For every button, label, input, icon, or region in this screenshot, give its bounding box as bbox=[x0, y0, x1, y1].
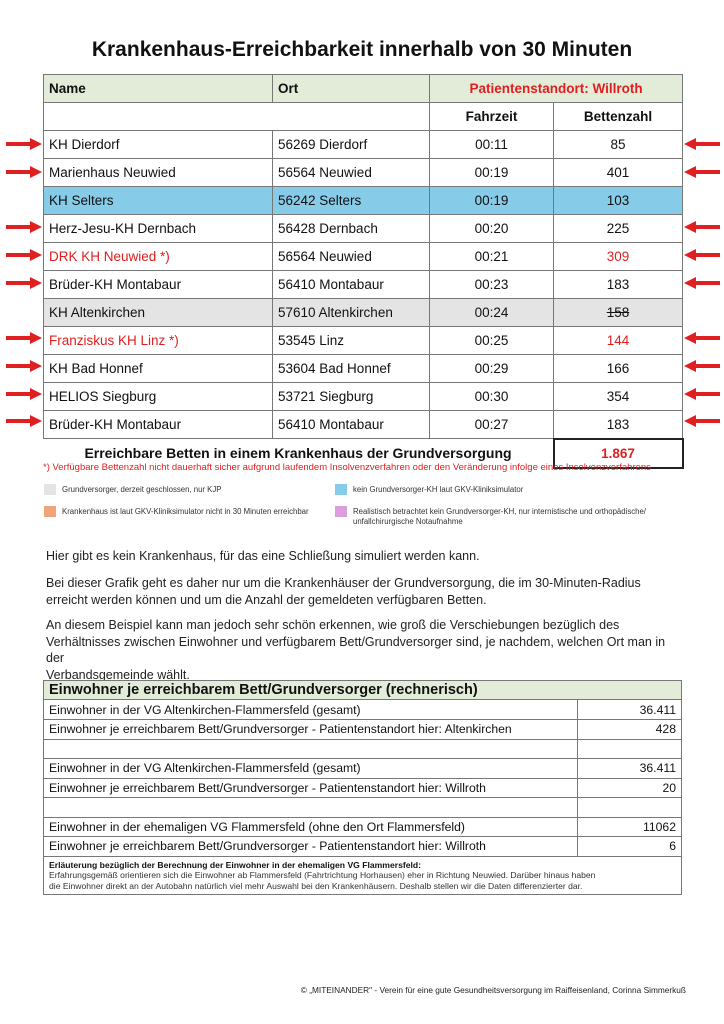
table-row bbox=[44, 837, 681, 857]
copyright: © „MITEINANDER" - Verein für eine gute Gesundheitsversorgung im Raiffeisenland, Corinna Simmerkuß bbox=[300, 985, 686, 995]
row-label: Einwohner je erreichbarem Bett/Grundversorger - Patientenstandort hier: Willroth bbox=[44, 778, 577, 798]
bed-count: 225 bbox=[554, 215, 683, 243]
table-row bbox=[44, 700, 681, 720]
paragraph-2: Bei dieser Grafik geht es daher nur um die Krankenhäuser der Grundversorgung, die im 30-Minuten-Radius erreicht werden können und um die Anzahl der gemeldeten verfügbaren Betten. bbox=[46, 576, 641, 607]
drive-time: 00:25 bbox=[430, 327, 554, 355]
row-value: 36.411 bbox=[577, 700, 681, 720]
table-row bbox=[44, 327, 683, 355]
bed-count-struck: 158 bbox=[606, 305, 630, 320]
row-label: Einwohner in der ehemaligen VG Flammersfeld (ohne den Ort Flammersfeld) bbox=[44, 817, 577, 837]
legend-swatch-pink bbox=[335, 506, 347, 517]
table-row bbox=[44, 271, 683, 299]
arrow-right-icon bbox=[6, 137, 42, 151]
drive-time: 00:19 bbox=[430, 159, 554, 187]
hospital-name: HELIOS Siegburg bbox=[44, 383, 273, 411]
legend-item-blue bbox=[335, 484, 685, 498]
hospital-name: KH Bad Honnef bbox=[44, 355, 273, 383]
arrow-left-icon bbox=[684, 331, 720, 345]
legend-swatch-orange bbox=[44, 506, 56, 517]
bed-count: 85 bbox=[554, 131, 683, 159]
drive-time: 00:24 bbox=[430, 299, 554, 327]
table-row bbox=[44, 243, 683, 271]
arrow-left-icon bbox=[684, 248, 720, 262]
hospital-name: KH Altenkirchen bbox=[44, 299, 273, 327]
row-value: 11062 bbox=[577, 817, 681, 837]
total-label: Erreichbare Betten in einem Krankenhaus der Grundversorgung bbox=[44, 439, 554, 468]
hospital-ort: 56242 Selters bbox=[273, 187, 430, 215]
col-header-fahrzeit: Fahrzeit bbox=[430, 103, 554, 131]
row-value: 428 bbox=[577, 720, 681, 740]
hospital-name: KH Selters bbox=[44, 187, 273, 215]
patient-location-header: Patientenstandort: Willroth bbox=[430, 75, 683, 103]
row-value: 20 bbox=[577, 778, 681, 798]
col-header-name: Name bbox=[44, 75, 273, 103]
hospital-name: Herz-Jesu-KH Dernbach bbox=[44, 215, 273, 243]
table-row bbox=[44, 383, 683, 411]
table-row bbox=[44, 411, 683, 439]
row-label: Einwohner je erreichbarem Bett/Grundversorger - Patientenstandort hier: Willroth bbox=[44, 837, 577, 857]
hospital-ort: 56410 Montabaur bbox=[273, 271, 430, 299]
arrow-left-icon bbox=[684, 359, 720, 373]
legend-swatch-gray bbox=[44, 484, 56, 495]
table-row bbox=[44, 131, 683, 159]
arrow-right-icon bbox=[6, 331, 42, 345]
table-row bbox=[44, 355, 683, 383]
bed-count: 166 bbox=[554, 355, 683, 383]
page-title: Krankenhaus-Erreichbarkeit innerhalb von 30 Minuten bbox=[91, 38, 633, 61]
hospital-ort: 56428 Dernbach bbox=[273, 215, 430, 243]
einwohner-header: Einwohner je erreichbarem Bett/Grundversorger (rechnerisch) bbox=[44, 681, 681, 700]
arrow-right-icon bbox=[6, 165, 42, 179]
arrow-left-icon bbox=[684, 165, 720, 179]
paragraph-1: Hier gibt es kein Krankenhaus, für das eine Schließung simuliert werden kann. bbox=[46, 549, 480, 563]
hospital-name: KH Dierdorf bbox=[44, 131, 273, 159]
table-row bbox=[44, 720, 681, 740]
arrow-left-icon bbox=[684, 137, 720, 151]
hospital-ort: 56564 Neuwied bbox=[273, 159, 430, 187]
drive-time: 00:11 bbox=[430, 131, 554, 159]
arrow-left-icon bbox=[684, 220, 720, 234]
hospital-name: Franziskus KH Linz *) bbox=[44, 327, 273, 355]
table-row bbox=[44, 215, 683, 243]
table-row bbox=[44, 187, 683, 215]
bed-count: 309 bbox=[554, 243, 683, 271]
legend-item-gray bbox=[44, 484, 334, 498]
paragraph-3: An diesem Beispiel kann man jedoch sehr schön erkennen, wie groß die Verschiebungen bezüglich des Verhältnisses zwischen Einwohner und verfügbarem Bett/Grundversorger sind, je nachdem, welchen Ort man in der Verbandsgemeinde wählt. bbox=[46, 618, 666, 682]
drive-time: 00:20 bbox=[430, 215, 554, 243]
table-row bbox=[44, 299, 683, 327]
col-header-ort: Ort bbox=[273, 75, 430, 103]
hospital-ort: 56410 Montabaur bbox=[273, 411, 430, 439]
hospital-name: DRK KH Neuwied *) bbox=[44, 243, 273, 271]
drive-time: 00:21 bbox=[430, 243, 554, 271]
hospital-ort: 57610 Altenkirchen bbox=[273, 299, 430, 327]
drive-time: 00:23 bbox=[430, 271, 554, 299]
table-row bbox=[44, 759, 681, 779]
arrow-right-icon bbox=[6, 414, 42, 428]
hospital-ort: 53604 Bad Honnef bbox=[273, 355, 430, 383]
bed-count: 354 bbox=[554, 383, 683, 411]
legend-swatch-blue bbox=[335, 484, 347, 495]
hospital-table bbox=[43, 74, 684, 469]
arrow-left-icon bbox=[684, 276, 720, 290]
bed-count: 103 bbox=[554, 187, 683, 215]
spacer-row bbox=[44, 798, 681, 818]
table-row bbox=[44, 159, 683, 187]
legend-item-pink bbox=[335, 506, 685, 530]
drive-time: 00:29 bbox=[430, 355, 554, 383]
bed-count: 401 bbox=[554, 159, 683, 187]
explanation: Erläuterung bezüglich der Berechnung der Einwohner in der ehemaligen VG Flammersfeld: Erfahrungsgemäß orientieren sich die Einwohner ab Flammersfeld (Fahrtrichtung Horhausen) eher in Richtung Neuwied. Darüber hinaus haben die Einwohner direkt an der Autobahn natürlich viel mehr Auswahl bei den Krankenhäusern. Deshalb stellen wir die Daten differenzierter dar. bbox=[49, 859, 596, 891]
einwohner-table bbox=[43, 680, 682, 895]
table-row bbox=[44, 817, 681, 837]
footnote: *) Verfügbare Bettenzahl nicht dauerhaft sicher aufgrund laufendem Insolvenzverfahren oder den Veränderung infolge eines Insolvenzverfahrens bbox=[43, 462, 651, 473]
drive-time: 00:30 bbox=[430, 383, 554, 411]
row-label: Einwohner in der VG Altenkirchen-Flammersfeld (gesamt) bbox=[44, 759, 577, 779]
arrow-right-icon bbox=[6, 248, 42, 262]
hospital-name: Brüder-KH Montabaur bbox=[44, 271, 273, 299]
total-value: 1.867 bbox=[554, 439, 683, 468]
table-row bbox=[44, 778, 681, 798]
arrow-right-icon bbox=[6, 387, 42, 401]
hospital-ort: 56564 Neuwied bbox=[273, 243, 430, 271]
hospital-ort: 53721 Siegburg bbox=[273, 383, 430, 411]
legend-label: unfallchirurgische Notaufnahme bbox=[353, 517, 463, 526]
hospital-ort: 56269 Dierdorf bbox=[273, 131, 430, 159]
arrow-right-icon bbox=[6, 276, 42, 290]
legend-label: Krankenhaus ist laut GKV-Kliniksimulator nicht in 30 Minuten erreichbar bbox=[62, 507, 309, 516]
row-label: Einwohner in der VG Altenkirchen-Flammersfeld (gesamt) bbox=[44, 700, 577, 720]
hospital-name: Brüder-KH Montabaur bbox=[44, 411, 273, 439]
bed-count: 183 bbox=[554, 271, 683, 299]
col-header-betten: Bettenzahl bbox=[554, 103, 683, 131]
arrow-left-icon bbox=[684, 414, 720, 428]
drive-time: 00:27 bbox=[430, 411, 554, 439]
drive-time: 00:19 bbox=[430, 187, 554, 215]
bed-count: 183 bbox=[554, 411, 683, 439]
legend-label: kein Grundversorger-KH laut GKV-Kliniksimulator bbox=[353, 485, 524, 494]
explanation-title: Erläuterung bezüglich der Berechnung der Einwohner in der ehemaligen VG Flammersfeld: bbox=[49, 859, 421, 870]
row-label: Einwohner je erreichbarem Bett/Grundversorger - Patientenstandort hier: Altenkirchen bbox=[44, 720, 577, 740]
legend-label: Grundversorger, derzeit geschlossen, nur KJP bbox=[62, 485, 222, 494]
bed-count: 144 bbox=[554, 327, 683, 355]
arrow-right-icon bbox=[6, 220, 42, 234]
arrow-left-icon bbox=[684, 387, 720, 401]
legend-item-orange bbox=[44, 506, 334, 520]
legend-label: Realistisch betrachtet kein Grundversorger-KH, nur internistische und orthopädische/ bbox=[353, 507, 646, 516]
row-value: 36.411 bbox=[577, 759, 681, 779]
arrow-right-icon bbox=[6, 359, 42, 373]
hospital-name: Marienhaus Neuwied bbox=[44, 159, 273, 187]
row-value: 6 bbox=[577, 837, 681, 857]
spacer-row bbox=[44, 739, 681, 759]
hospital-ort: 53545 Linz bbox=[273, 327, 430, 355]
